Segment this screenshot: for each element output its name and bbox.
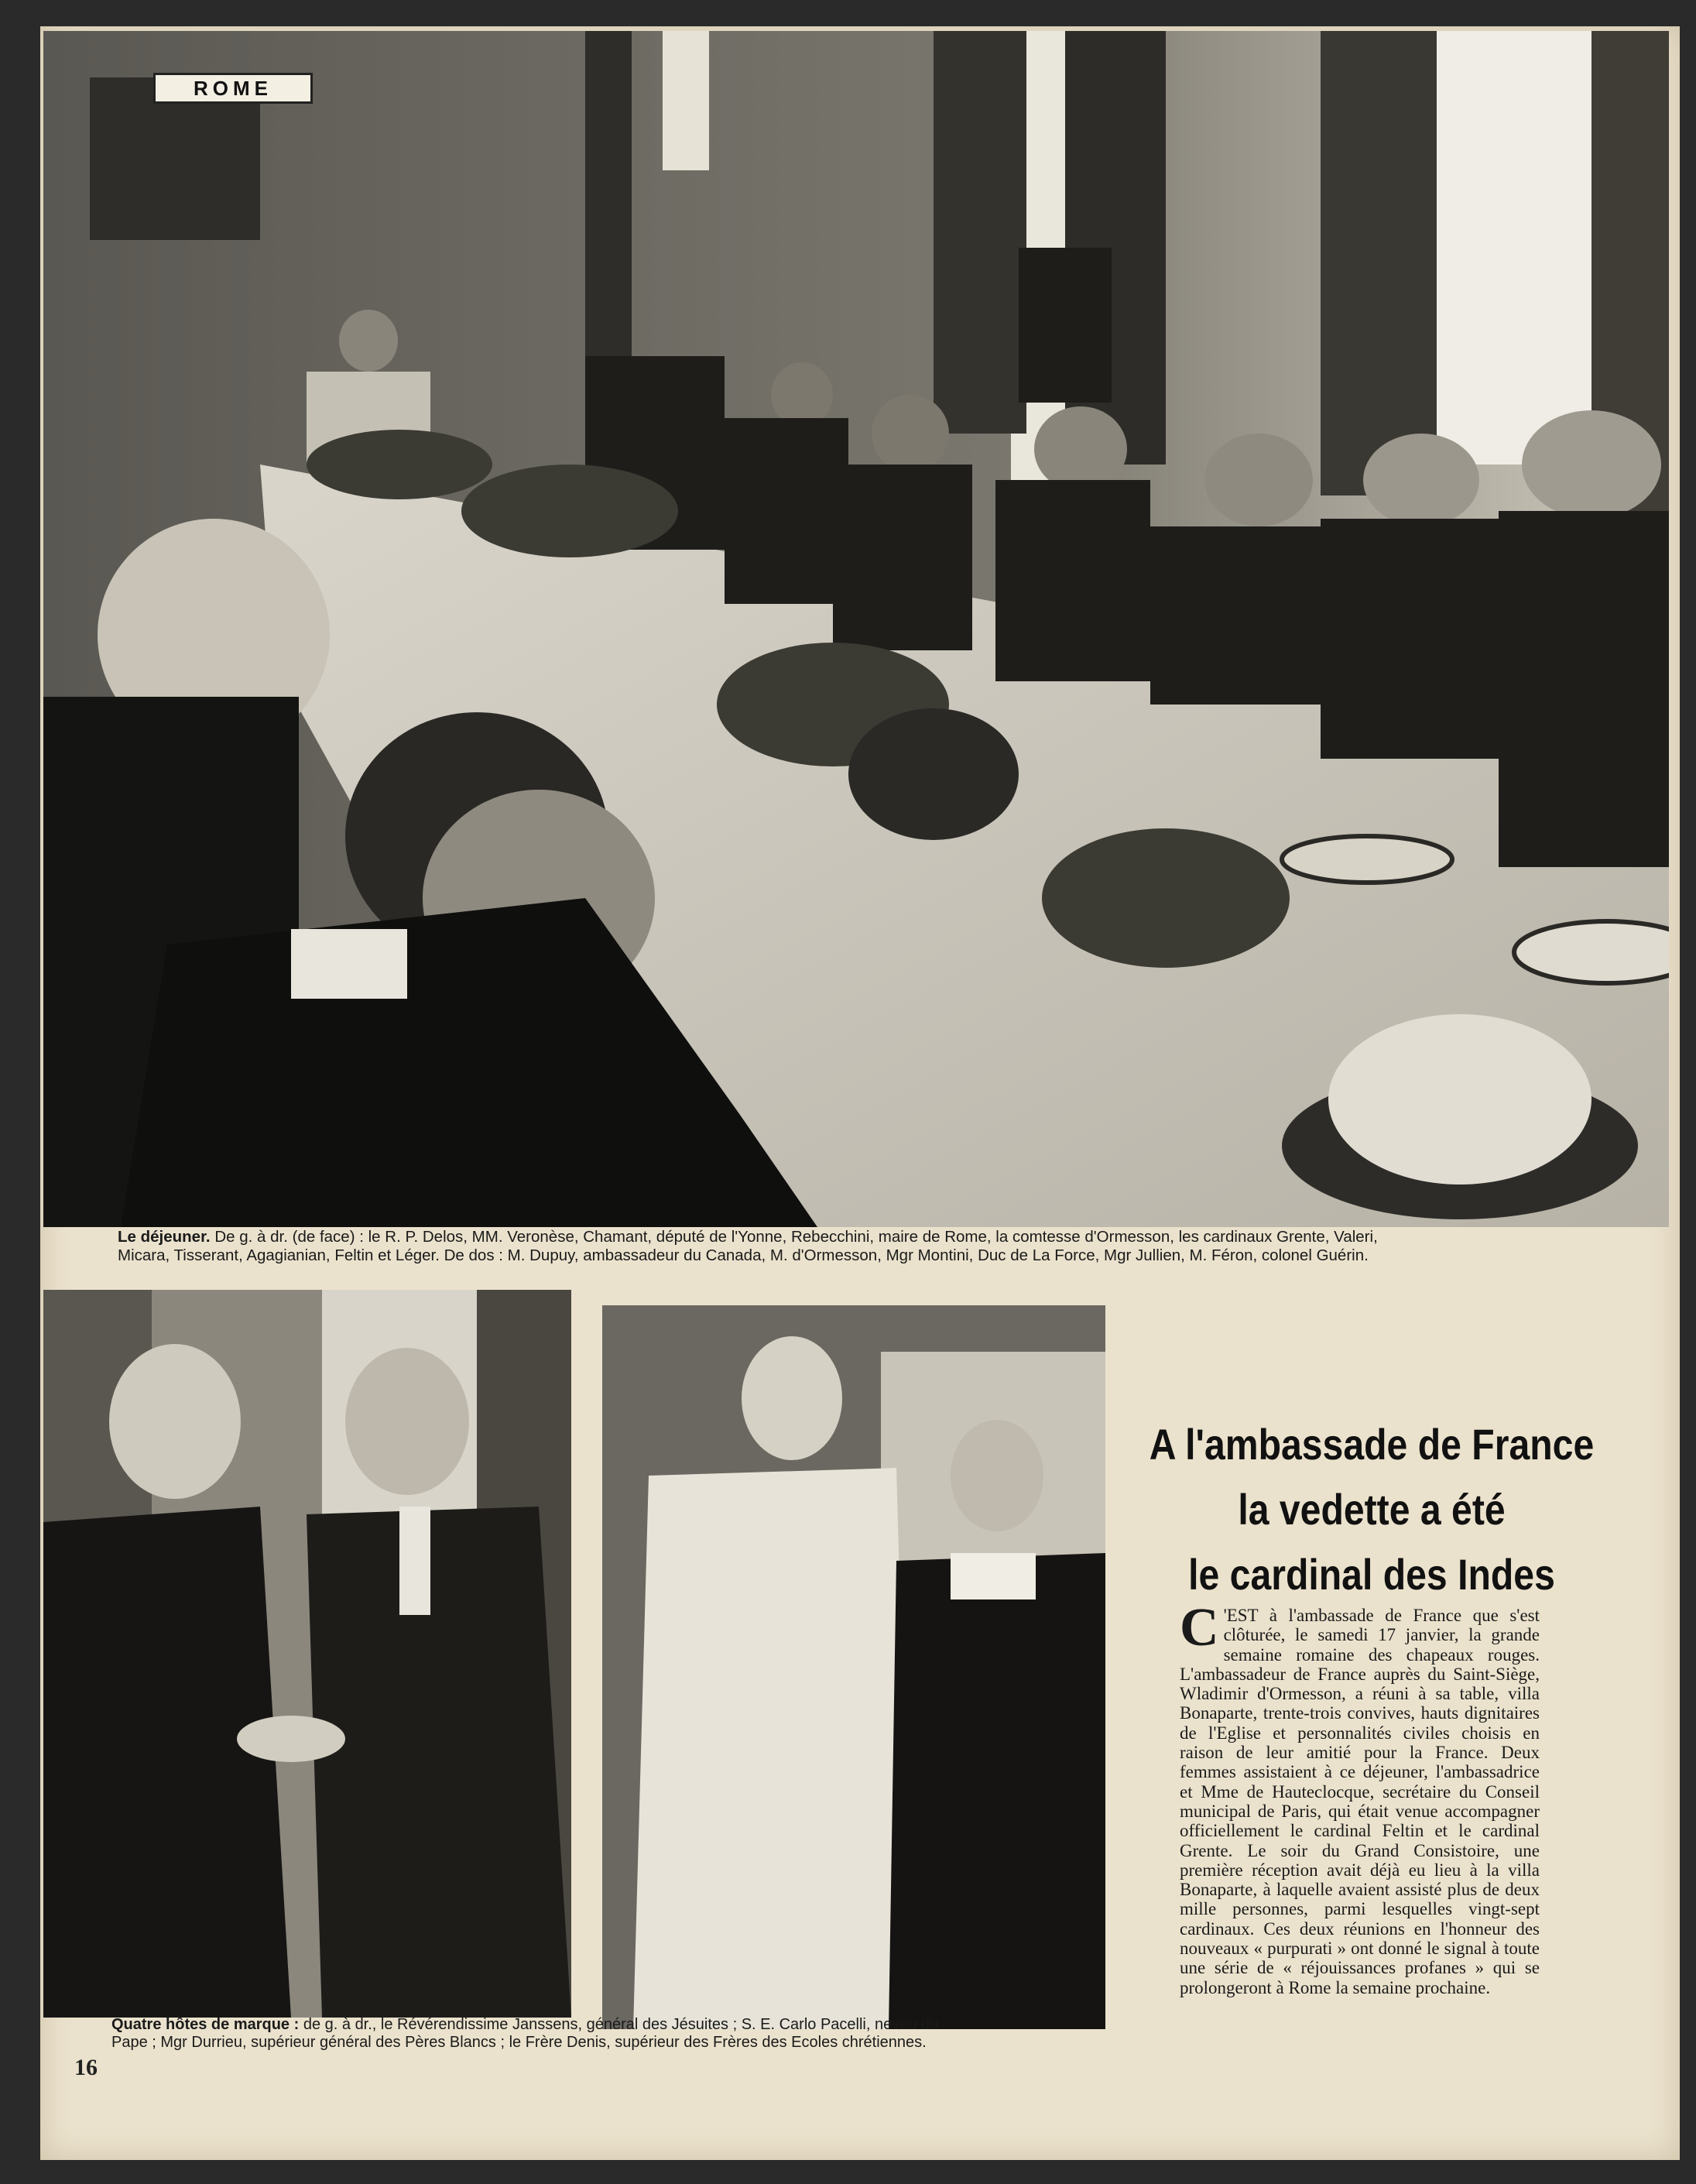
- banquet-caption-line2: Micara, Tisserant, Agagianian, Feltin et Léger. De dos : M. Dupuy, ambassadeur du Canada, M. d'Ormesson, Mgr Montini, Duc de La Force, Mgr Jullien, M. Féron, colonel Guérin.: [118, 1246, 1369, 1264]
- banquet-caption: [118, 1228, 1666, 1264]
- banquet-caption-line1: [118, 1228, 1666, 1246]
- banquet-caption-text1: De g. à dr. (de face) : le R. P. Delos, MM. Veronèse, Chamant, député de l'Yonne, Rebecchini, maire de Rome, la comtesse d'Ormesson, les cardinaux Grente, Valeri,: [214, 1228, 1378, 1246]
- article-headline: [1146, 1412, 1598, 1607]
- article-body: [1180, 1598, 1540, 1997]
- article-body-text: 'EST à l'ambassade de France que s'est clôturée, le samedi 17 janvier, la grande semaine romaine des chapeaux rouges. L'ambassadeur de France auprès du Saint-Siège, Wladimir d'Ormesson, a réuni à sa table, villa Bonaparte, trente-trois convives, hauts dignitaires de l'Eglise et personnalités civiles choisis en raison de leur amitié pour la France. Deux femmes assistaient à ce déjeuner, l'ambassadrice et Mme de Hauteclocque, secrétaire du Conseil municipal de Paris, qui était venue accompagner officiellement le cardinal Feltin et le cardinal Grente. Le soir du Grand Consistoire, une première réception avait déjà eu lieu à la villa Bonaparte, à laquelle avaient assisté plus de deux mille personnes, parmi lesquelles vingt-sept cardinaux. Ces deux réunions en l'honneur des nouveaux « purpurati » ont donné le signal à toute une série de « réjouissances profanes » qui se prolongeront à Rome la semaine prochaine.: [1180, 1606, 1540, 1997]
- durrieu-denis-illustration: [602, 1305, 1105, 2029]
- guests-caption-line2: Pape ; Mgr Durrieu, supérieur général des Pères Blancs ; le Frère Denis, supérieur des Frères des Ecoles chrétiennes.: [111, 2034, 927, 2051]
- headline-line3: le cardinal des Indes: [1188, 1550, 1555, 1599]
- headline-line2: la vedette a été: [1238, 1485, 1506, 1534]
- guests-caption: [111, 2016, 1133, 2052]
- guests-caption-line1: [111, 2016, 1133, 2034]
- page-number: 16: [74, 2055, 98, 2080]
- banquet-photo-illustration: [43, 31, 1669, 1227]
- section-tag: ROME: [153, 73, 313, 104]
- banquet-caption-lead: Le déjeuner.: [118, 1228, 211, 1246]
- guests-caption-text1: de g. à dr., le Révérendissime Janssens, général des Jésuites ; S. E. Carlo Pacelli, neveu du: [303, 2016, 939, 2033]
- janssens-pacelli-photo: [43, 1290, 571, 2018]
- article-dropcap: C: [1180, 1598, 1219, 1658]
- banquet-photo: [43, 31, 1669, 1227]
- magazine-page: [40, 26, 1680, 2160]
- headline-line1: A l'ambassade de France: [1149, 1420, 1595, 1469]
- guests-caption-lead: Quatre hôtes de marque :: [111, 2016, 300, 2033]
- durrieu-denis-photo: [602, 1305, 1105, 2029]
- janssens-pacelli-illustration: [43, 1290, 571, 2018]
